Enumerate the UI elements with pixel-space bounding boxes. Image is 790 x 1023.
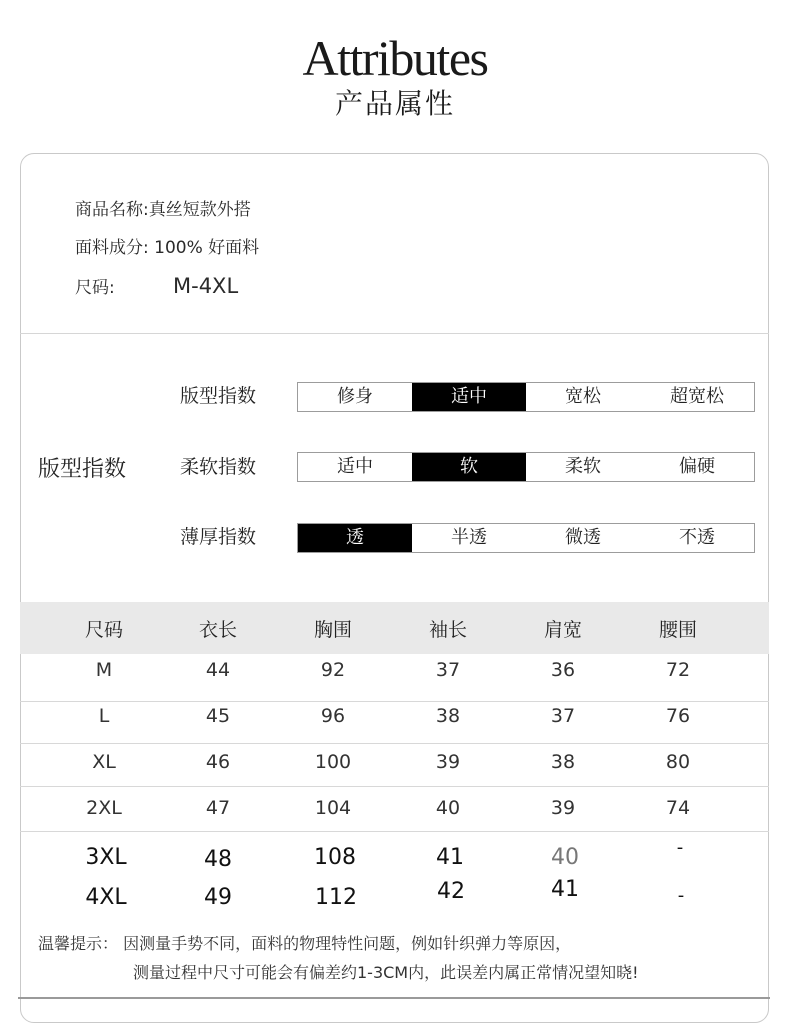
softness-index-scale xyxy=(297,452,755,482)
product-name-row xyxy=(75,198,251,222)
bottom-rule xyxy=(18,997,770,999)
size-cell: 4XL xyxy=(85,884,127,910)
row-divider xyxy=(20,701,769,702)
note-line-2: 测量过程中尺寸可能会有偏差约1-3CM内，此误差内属正常情况望知晓! xyxy=(133,963,639,982)
thickness-option: 微透 xyxy=(565,527,601,548)
size-cell: 2XL xyxy=(86,797,122,819)
product-name-label: 商品名称: xyxy=(75,200,149,220)
sleeve-cell: 42 xyxy=(437,879,465,904)
header-cell: 衣长 xyxy=(198,618,238,641)
table-row xyxy=(20,837,769,872)
row-divider xyxy=(20,786,769,787)
waist-cell: 72 xyxy=(665,659,691,681)
sleeve-cell: 39 xyxy=(435,751,461,773)
softness-option: 柔软 xyxy=(565,456,601,477)
bust-cell: 104 xyxy=(314,797,352,819)
softness-option: 适中 xyxy=(337,456,373,477)
fabric-row xyxy=(75,236,259,260)
section-divider xyxy=(20,333,769,334)
thickness-index-scale xyxy=(297,523,755,553)
bust-cell: 92 xyxy=(320,659,346,681)
shoulder-cell: 36 xyxy=(550,659,576,681)
header-cell: 肩宽 xyxy=(543,618,583,641)
table-row xyxy=(20,750,769,774)
thickness-index-label: 薄厚指数 xyxy=(180,526,257,548)
fabric-value: 100% 好面料 xyxy=(154,238,260,258)
table-row xyxy=(20,704,769,728)
fit-index-scale xyxy=(297,382,755,412)
bust-cell: 112 xyxy=(315,884,357,910)
table-header-row xyxy=(20,602,769,654)
header-cell: 胸围 xyxy=(313,618,353,641)
header-cell: 袖长 xyxy=(428,618,468,641)
size-range-value: M-4XL xyxy=(173,274,239,298)
title-chinese: 产品属性 xyxy=(334,87,455,120)
thickness-option: 半透 xyxy=(451,527,487,548)
bust-cell: 96 xyxy=(320,705,346,727)
waist-cell: - xyxy=(676,837,684,858)
title-english: Attributes xyxy=(302,30,488,86)
fit-option: 宽松 xyxy=(565,386,601,407)
sleeve-cell: 38 xyxy=(435,705,461,727)
softness-index-label: 柔软指数 xyxy=(180,456,257,478)
sleeve-cell: 37 xyxy=(435,659,461,681)
fit-index-label: 版型指数 xyxy=(180,385,257,407)
table-row xyxy=(20,796,769,820)
sleeve-cell: 41 xyxy=(436,844,464,870)
length-cell: 46 xyxy=(205,751,231,773)
bust-cell: 100 xyxy=(314,751,352,773)
size-cell: M xyxy=(95,659,113,681)
size-cell: 3XL xyxy=(85,844,127,870)
size-range-row xyxy=(75,274,238,300)
waist-cell: 80 xyxy=(665,751,691,773)
table-row xyxy=(20,658,769,682)
note-line-1: 温馨提示： 因测量手势不同，面料的物理特性问题，例如针织弹力等原因， xyxy=(38,934,572,953)
waist-cell: - xyxy=(677,885,685,906)
length-cell: 47 xyxy=(205,797,231,819)
waist-cell: 74 xyxy=(665,797,691,819)
waist-cell: 76 xyxy=(665,705,691,727)
thickness-option: 透 xyxy=(298,524,412,552)
length-cell: 44 xyxy=(205,659,231,681)
row-divider xyxy=(20,743,769,744)
fit-option: 适中 xyxy=(412,383,526,411)
length-cell: 49 xyxy=(204,884,232,910)
softness-option: 软 xyxy=(412,453,526,481)
fit-option: 超宽松 xyxy=(670,386,724,407)
shoulder-cell: 38 xyxy=(550,751,576,773)
row-divider xyxy=(20,831,769,832)
table-row xyxy=(20,877,769,911)
size-cell: XL xyxy=(92,751,116,773)
shoulder-cell: 41 xyxy=(551,877,579,902)
softness-option: 偏硬 xyxy=(679,456,715,477)
length-cell: 48 xyxy=(204,847,232,872)
fabric-label: 面料成分: xyxy=(75,238,149,258)
thickness-option: 不透 xyxy=(679,527,715,548)
header-cell: 腰围 xyxy=(658,618,698,641)
length-cell: 45 xyxy=(205,705,231,727)
bust-cell: 108 xyxy=(314,844,356,870)
shoulder-cell: 40 xyxy=(551,844,579,870)
product-name-value: 真丝短款外搭 xyxy=(148,200,251,220)
index-section-heading: 版型指数 xyxy=(38,457,127,482)
fit-option: 修身 xyxy=(337,386,373,407)
sleeve-cell: 40 xyxy=(435,797,461,819)
header-cell: 尺码 xyxy=(84,618,124,641)
size-range-label: 尺码: xyxy=(75,278,115,298)
shoulder-cell: 37 xyxy=(550,705,576,727)
size-cell: L xyxy=(98,705,110,727)
shoulder-cell: 39 xyxy=(550,797,576,819)
